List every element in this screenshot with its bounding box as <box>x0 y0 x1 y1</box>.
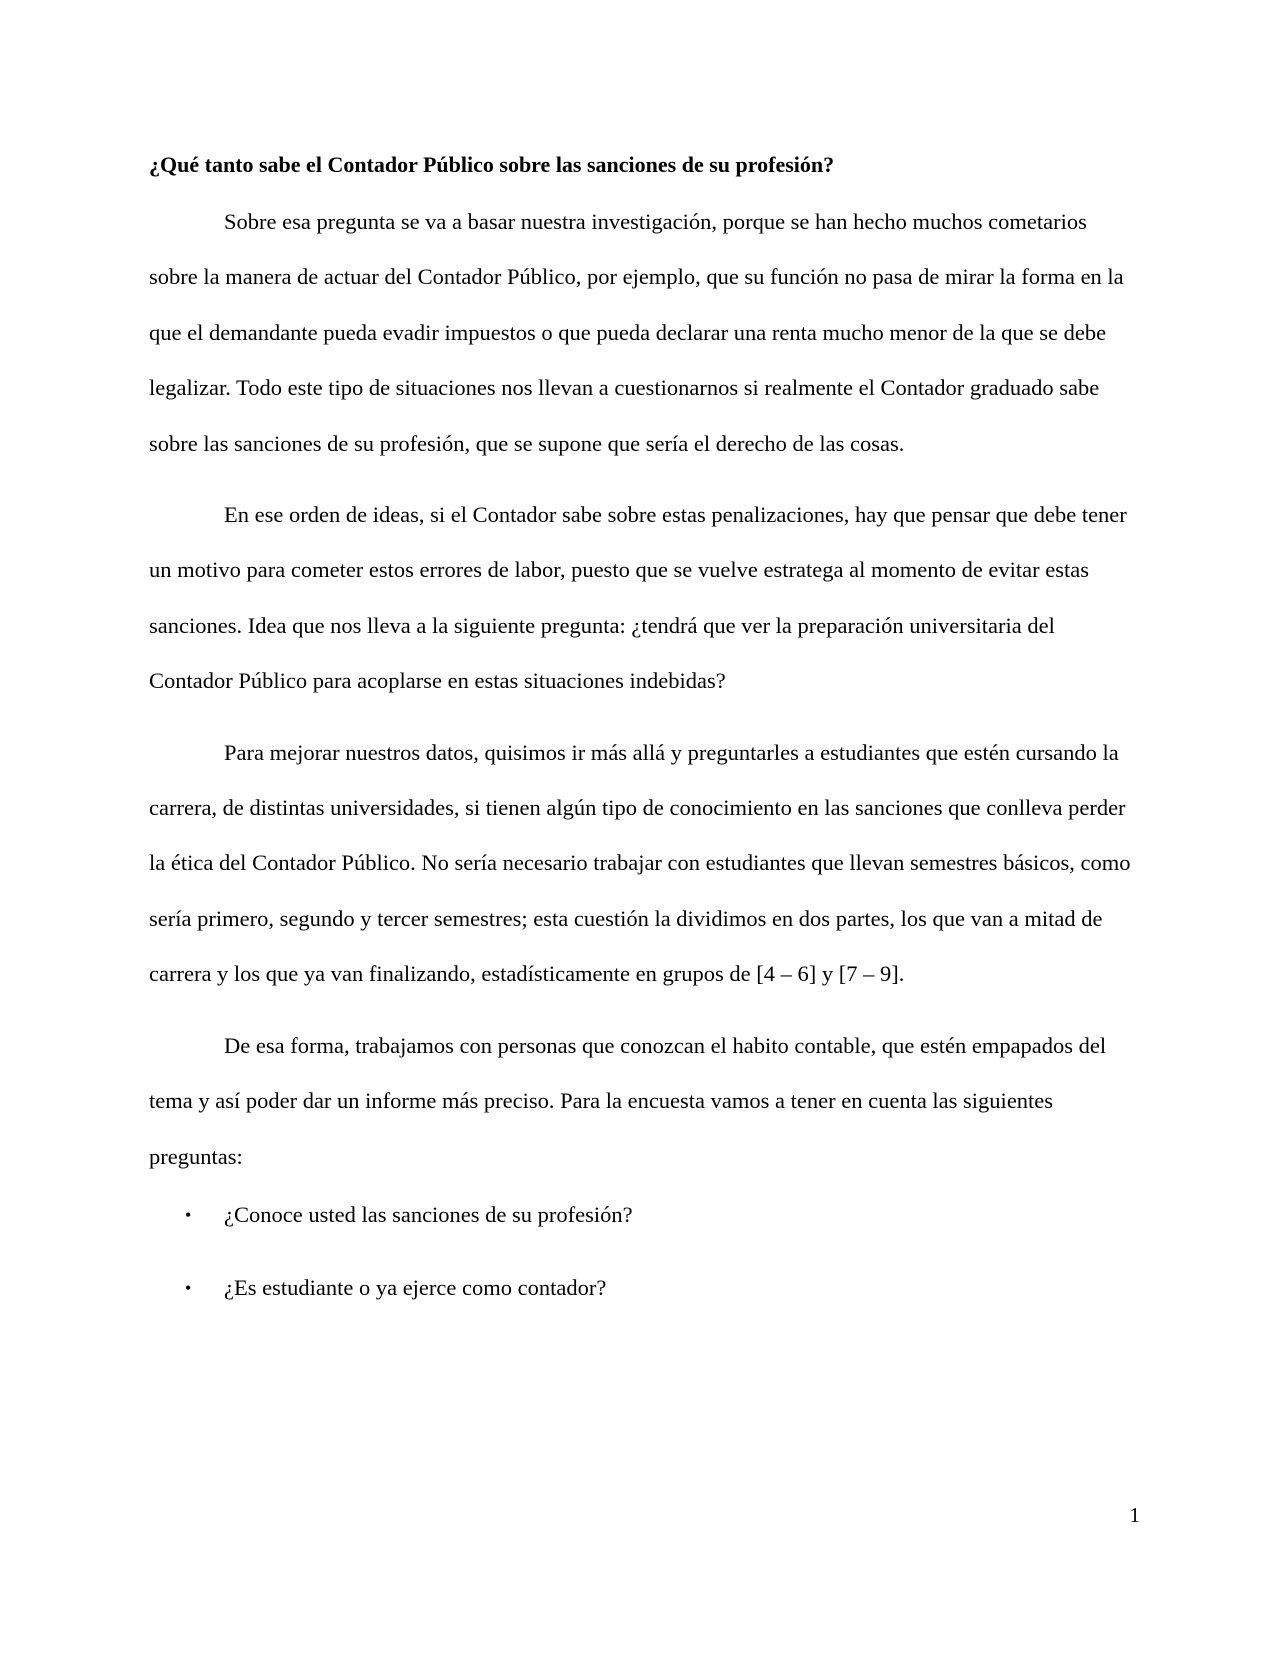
bullet-icon: • <box>185 1204 192 1225</box>
page-number: 1 <box>1129 1503 1140 1527</box>
question-list-item <box>149 1273 1139 1303</box>
paragraph: De esa forma, trabajamos con personas que conozcan el habito contable, que estén empapados del tema y así poder dar un informe más preciso. Para la encuesta vamos a tener en cuenta las siguientes preguntas: <box>149 1032 1107 1169</box>
document-title: ¿Qué tanto sabe el Contador Público sobre las sanciones de su profesión? <box>149 152 835 177</box>
question-list <box>149 1200 1139 1303</box>
paragraph: Sobre esa pregunta se va a basar nuestra investigación, porque se han hecho muchos cometarios sobre la manera de actuar del Contador Público, por ejemplo, que su función no pasa de mirar la forma en la que el demandante pueda evadir impuestos o que pueda declarar una renta mucho menor de la que se debe legalizar. Todo este tipo de situaciones nos llevan a cuestionarnos si realmente el Contador graduado sabe sobre las sanciones de su profesión, que se supone que sería el derecho de las cosas. <box>149 209 1124 456</box>
paragraph: En ese orden de ideas, si el Contador sabe sobre estas penalizaciones, hay que pensar que debe tener un motivo para cometer estos errores de labor, puesto que se vuelve estratega al momento de evitar estas sanciones. Idea que nos lleva a la siguiente pregunta: ¿tendrá que ver la preparación universitaria del Contador Público para acoplarse en estas situaciones indebidas? <box>149 502 1127 694</box>
question-text: ¿Conoce usted las sanciones de su profesión? <box>224 1201 633 1227</box>
question-list-item <box>149 1200 1139 1230</box>
paragraph: Para mejorar nuestros datos, quisimos ir más allá y preguntarles a estudiantes que estén cursando la carrera, de distintas universidades, si tienen algún tipo de conocimiento en las sanciones que conlleva perder la ética del Contador Público. No sería necesario trabajar con estudiantes que llevan semestres básicos, como sería primero, segundo y tercer semestres; esta cuestión la dividimos en dos partes, los que van a mitad de carrera y los que ya van finalizando, estadísticamente en grupos de [4 – 6] y [7 – 9]. <box>149 739 1131 987</box>
page-content <box>149 150 1139 1346</box>
bullet-icon: • <box>185 1277 192 1298</box>
question-text: ¿Es estudiante o ya ejerce como contador? <box>224 1274 607 1300</box>
